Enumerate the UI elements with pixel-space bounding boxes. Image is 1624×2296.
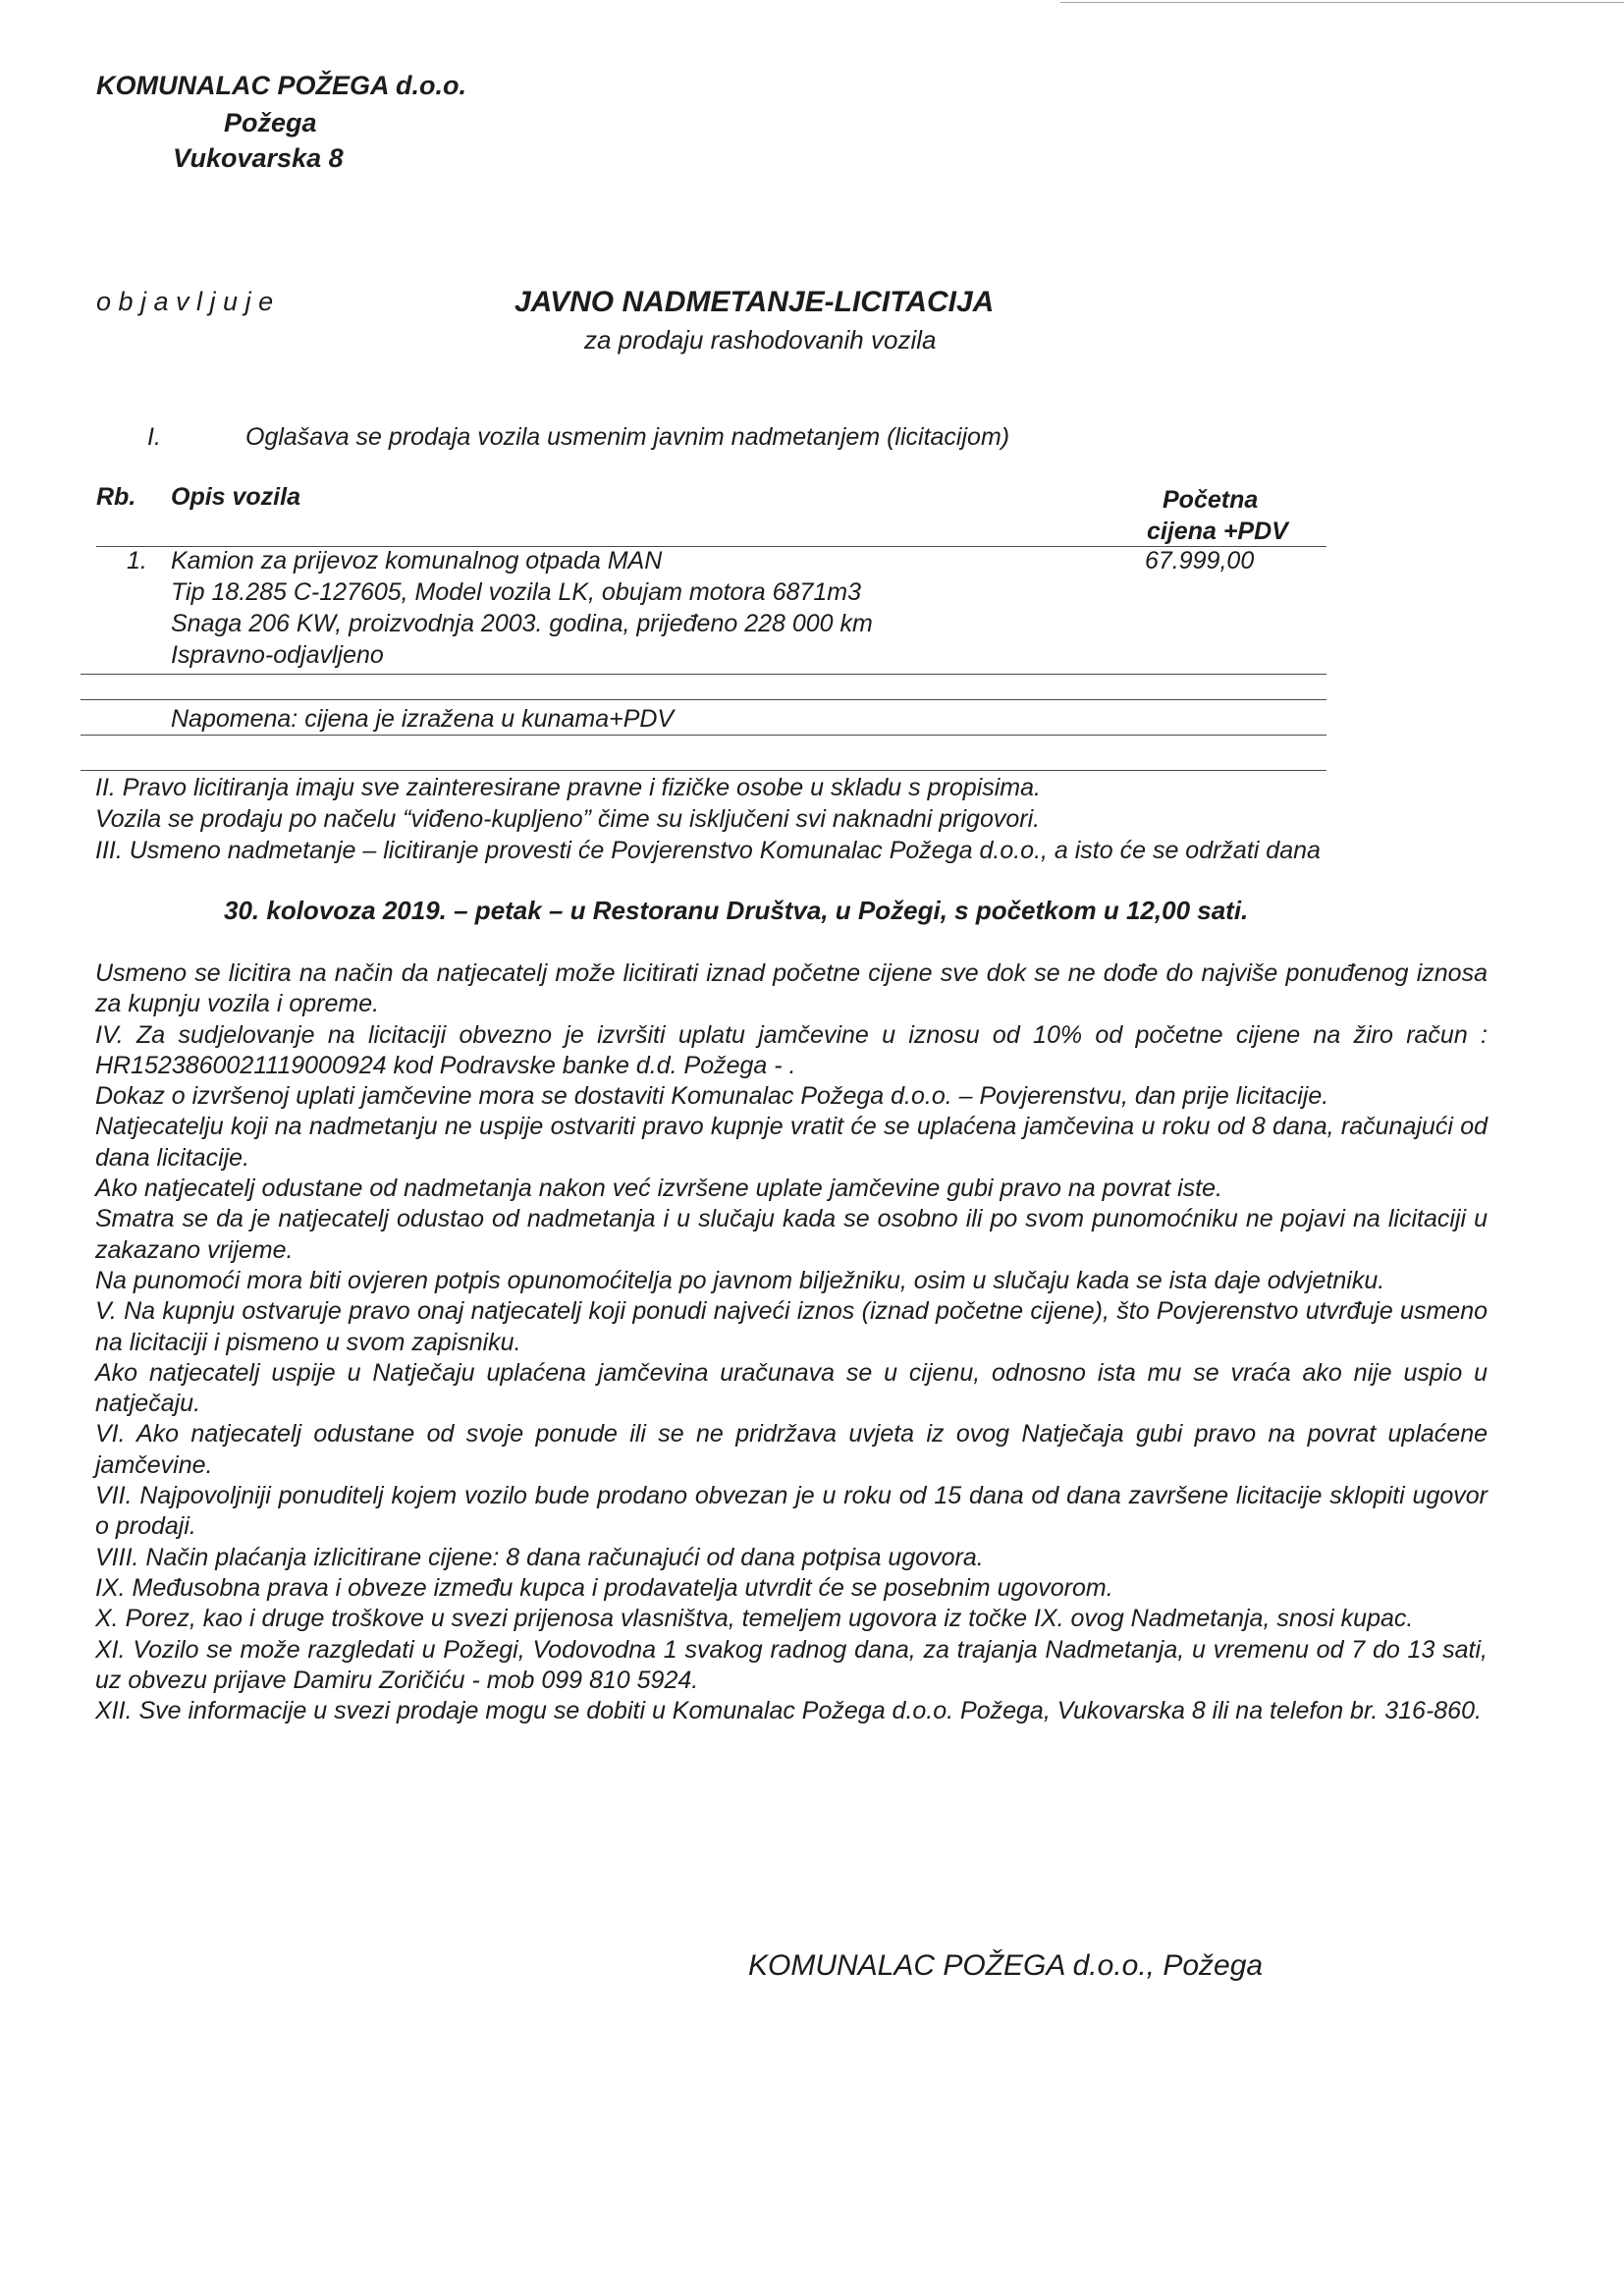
col-desc-header: Opis vozila — [171, 483, 300, 511]
scan-edge-line — [1060, 2, 1624, 3]
table-row-rule — [81, 674, 1326, 675]
body-paragraph: Ako natjecatelj uspije u Natječaju uplaćena jamčevina uračunava se u cijenu, odnosno ista mu se vraća ako nije uspio u natječaju. — [95, 1358, 1488, 1418]
body-paragraph: Na punomoći mora biti ovjeren potpis opunomoćitelja po javnom bilježniku, osim u slučaju kada se ista daje odvjetniku. — [95, 1266, 1385, 1294]
event-line: 30. kolovoza 2019. – petak – u Restoranu Društva, u Požegi, s početkom u 12,00 sati. — [224, 896, 1249, 925]
body-paragraph: Natjecatelju koji na nadmetanju ne uspije ostvariti pravo kupnje vratit će se uplaćena jamčevina u roku od 8 dana, računajući od dana licitacije. — [95, 1113, 1488, 1172]
announce-subtitle: za prodaju rashodovanih vozila — [584, 325, 937, 355]
table-row-rule — [81, 735, 1326, 736]
rules-top — [95, 772, 1489, 866]
price-note: Napomena: cijena je izražena u kunama+PDV — [171, 705, 675, 733]
body-paragraph: XII. Sve informacije u svezi prodaje mogu se dobiti u Komunalac Požega d.o.o. Požega, Vukovarska 8 ili na telefon br. 316-860. — [95, 1697, 1482, 1725]
body-paragraph: VI. Ako natjecatelj odustane od svoje ponude ili se ne pridržava uvjeta iz ovog Natječaja gubi pravo na povrat uplaćene jamčevine. — [95, 1420, 1488, 1479]
rule-line: Vozila se prodaju po načelu “viđeno-kupljeno” čime su isključeni svi naknadni prigovori. — [95, 805, 1041, 833]
row-desc-line: Tip 18.285 C-127605, Model vozila LK, obujam motora 6871m3 — [171, 578, 861, 606]
rule-line: III. Usmeno nadmetanje – licitiranje provesti će Povjerenstvo Komunalac Požega d.o.o., a isto će se održati dana — [95, 837, 1321, 864]
org-name: KOMUNALAC POŽEGA d.o.o. — [96, 71, 466, 100]
row-rb: 1. — [127, 547, 147, 574]
row-price: 67.999,00 — [1145, 547, 1255, 574]
body-paragraph: IV. Za sudjelovanje na licitaciji obvezno je izvršiti uplatu jamčevine u iznosu od 10% od početne cijene na žiro račun : HR1523860021119000924 kod Podravske banke d.d. Požega - . — [95, 1020, 1488, 1079]
body-paragraph: V. Na kupnju ostvaruje pravo onaj natjecatelj koji ponudi najveći iznos (iznad početne cijene), što Povjerenstvo utvrđuje usmeno na licitaciji i pismeno u svom zapisniku. — [95, 1297, 1488, 1356]
table-bottom-rule — [81, 770, 1326, 771]
table-row-rule — [81, 699, 1326, 700]
section-one-text: Oglašava se prodaja vozila usmenim javnim nadmetanjem (licitacijom) — [245, 423, 1010, 451]
body-paragraph: Ako natjecatelj odustane od nadmetanja nakon već izvršene uplate jamčevine gubi pravo na povrat iste. — [95, 1175, 1222, 1203]
row-desc-line: Kamion za prijevoz komunalnog otpada MAN — [171, 547, 663, 574]
rule-line: II. Pravo licitiranja imaju sve zainteresirane pravne i fizičke osobe u skladu s propisima. — [95, 774, 1041, 801]
body-paragraph: VII. Najpovoljniji ponuditelj kojem vozilo bude prodano obvezan je u roku od 15 dana od dana završene licitacije sklopiti ugovor o prodaji. — [95, 1482, 1488, 1541]
body-paragraph: X. Porez, kao i druge troškove u svezi prijenosa vlasništva, temeljem ugovora iz točke IX. ovog Nadmetanja, snosi kupac. — [95, 1605, 1414, 1633]
col-rb-header: Rb. — [96, 483, 136, 511]
row-desc-line: Snaga 206 KW, proizvodnja 2003. godina, prijeđeno 228 000 km — [171, 610, 873, 637]
body-paragraph: Smatra se da je natjecatelj odustao od nadmetanja i u slučaju kada se osobno ili po svom punomoćniku ne pojavi na licitaciji u zakazano vrijeme. — [95, 1205, 1488, 1264]
body-paragraph: VIII. Način plaćanja izlicitirane cijene: 8 dana računajući od dana potpisa ugovora. — [95, 1543, 984, 1571]
body-text — [95, 958, 1488, 1726]
body-paragraph: IX. Međusobna prava i obveze između kupca i prodavatelja utvrdit će se posebnim ugovorom. — [95, 1573, 1113, 1602]
announce-title: JAVNO NADMETANJE-LICITACIJA — [514, 286, 995, 318]
announce-verb: o b j a v l j u j e — [96, 287, 274, 316]
section-one-numeral: I. — [147, 423, 161, 451]
row-desc-line: Ispravno-odjavljeno — [171, 641, 384, 669]
signature: KOMUNALAC POŽEGA d.o.o., Požega — [748, 1949, 1264, 1982]
org-street: Vukovarska 8 — [173, 143, 344, 173]
org-city: Požega — [224, 108, 317, 137]
body-paragraph: Dokaz o izvršenoj uplati jamčevine mora se dostaviti Komunalac Požega d.o.o. – Povjerenstvu, dan prije licitacije. — [95, 1082, 1329, 1111]
col-price-header-1: Početna — [1163, 486, 1259, 514]
body-paragraph: Usmeno se licitira na način da natjecatelj može licitirati iznad početne cijene sve dok se ne dođe do najviše ponuđenog iznosa za kupnju vozila i opreme. — [95, 959, 1488, 1018]
col-price-header-2: cijena +PDV — [1147, 518, 1288, 545]
body-paragraph: XI. Vozilo se može razgledati u Požegi, Vodovodna 1 svakog radnog dana, za trajanja Nadmetanja, u vremenu od 7 do 13 sati, uz obvezu prijave Damiru Zoričiću - mob 099 810 5924. — [95, 1635, 1488, 1694]
